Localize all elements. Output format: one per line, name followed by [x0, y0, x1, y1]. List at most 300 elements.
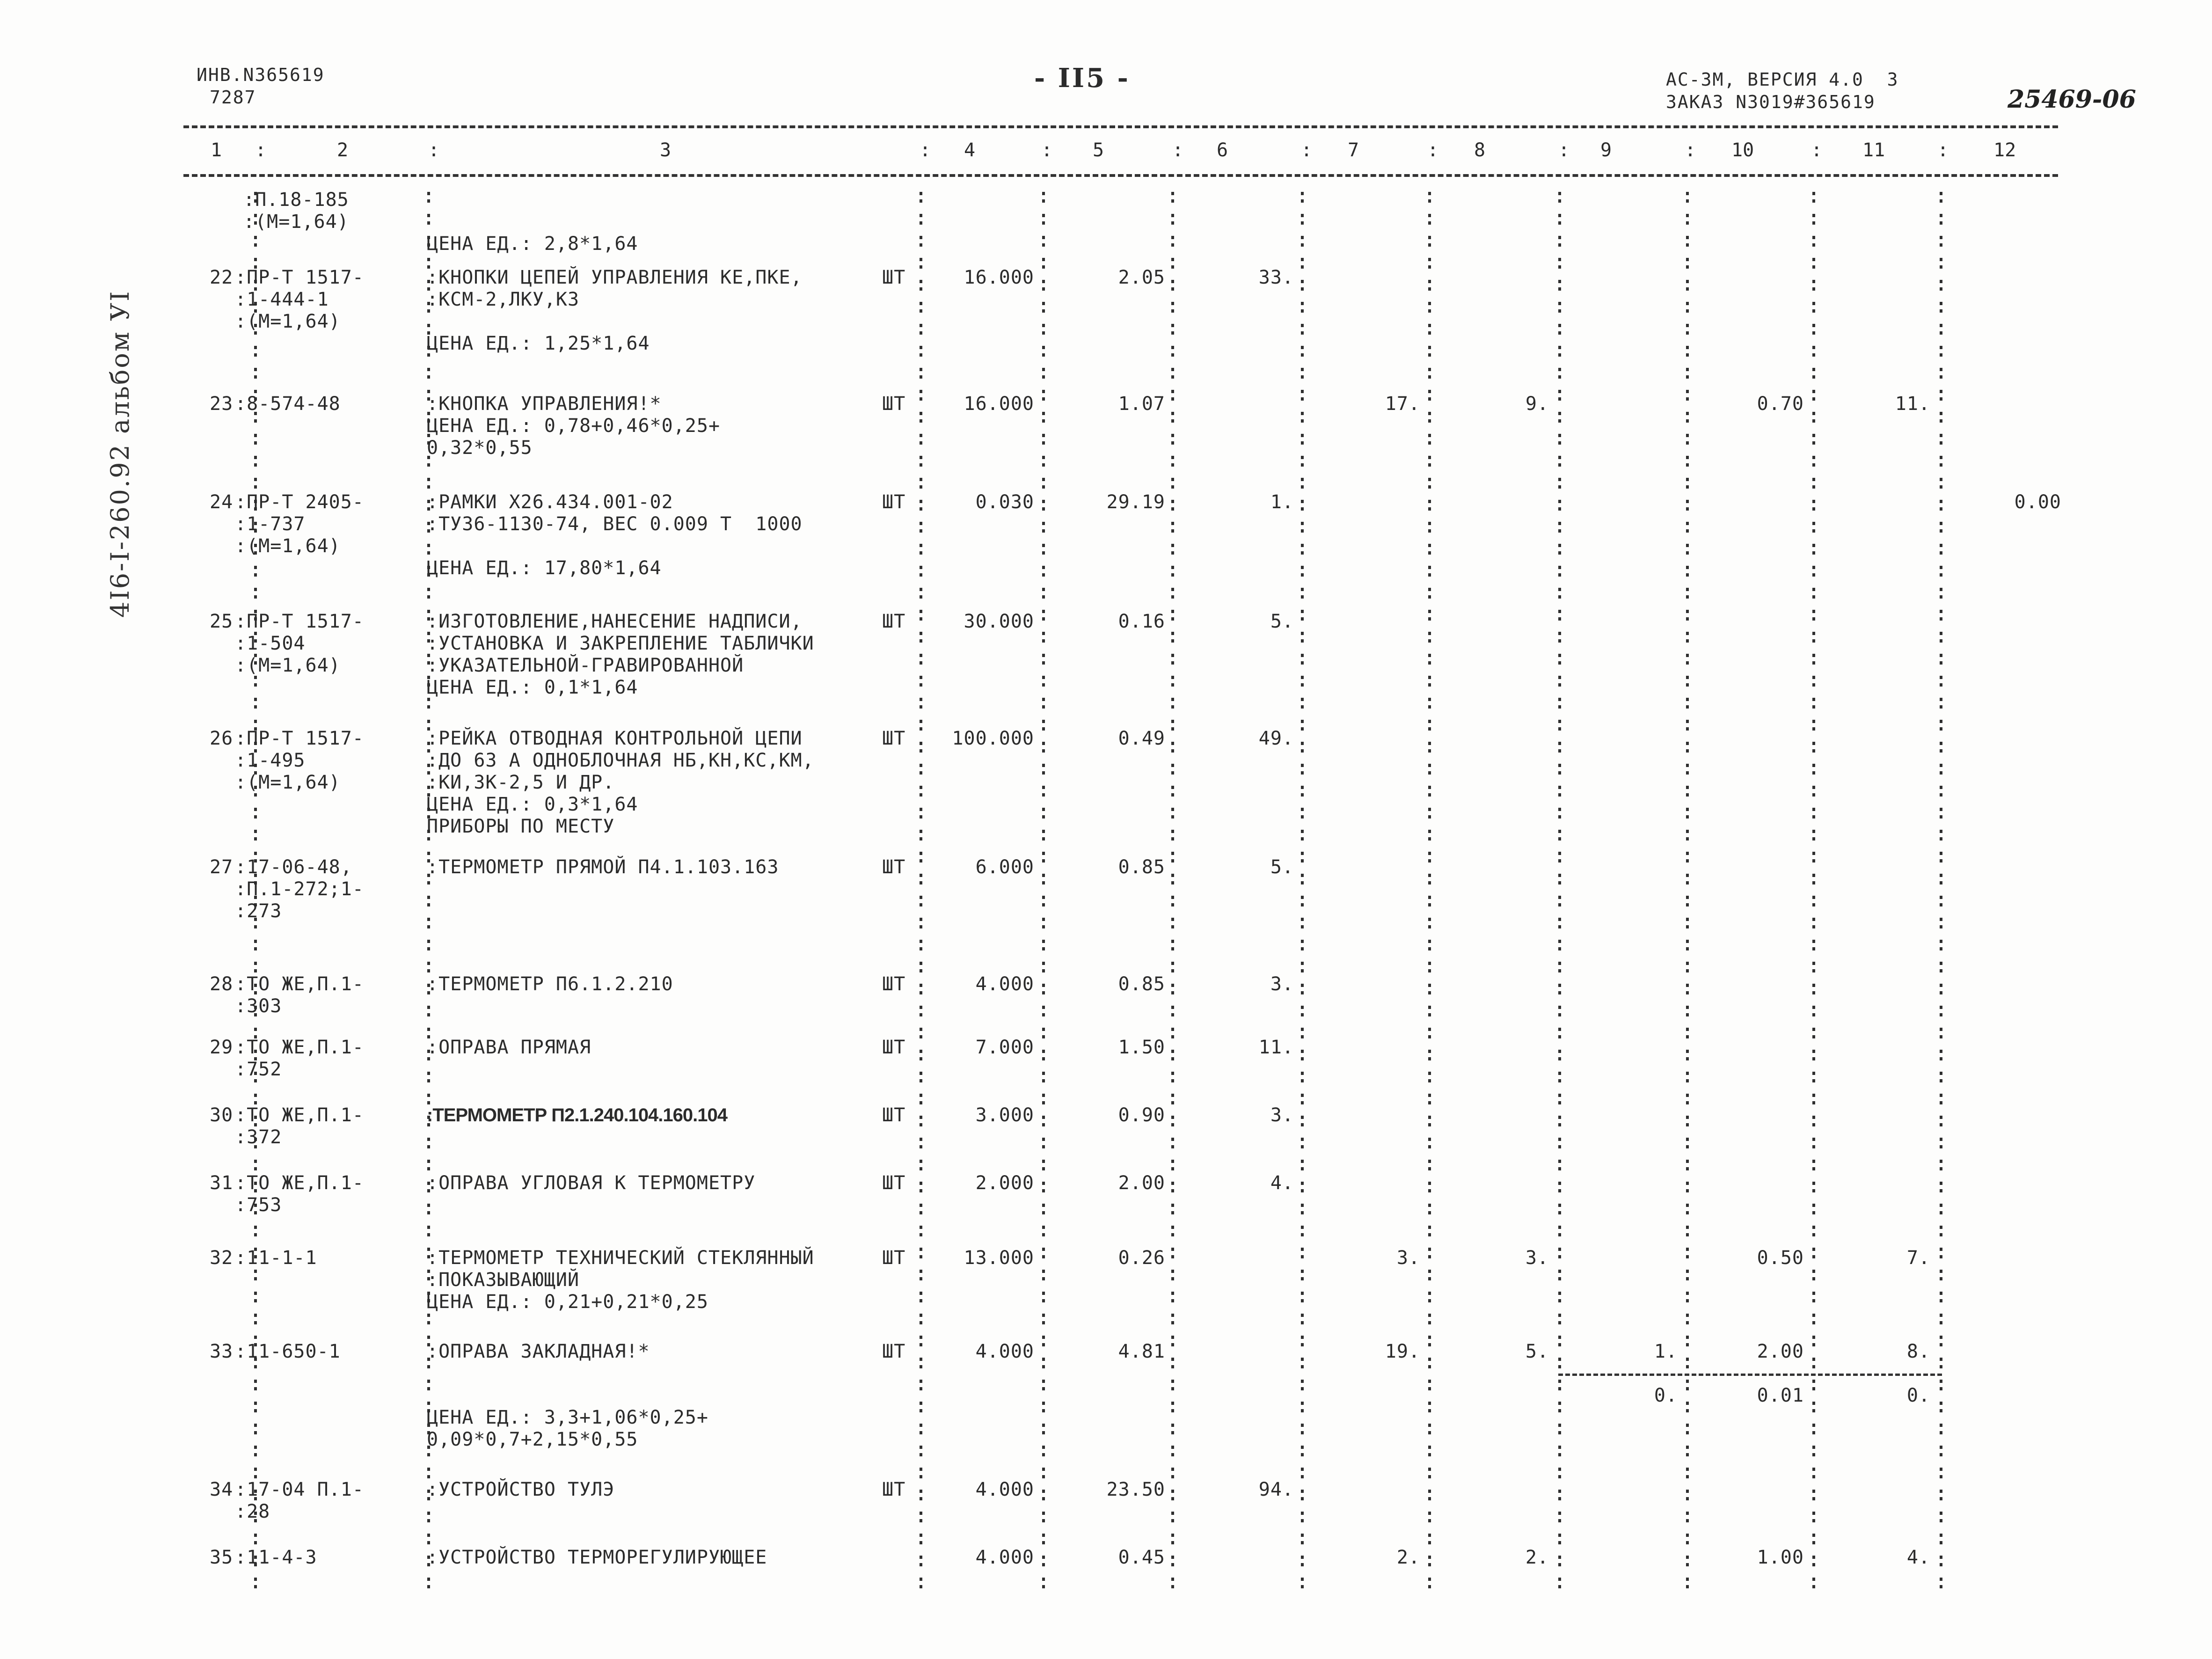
- separator-dot: [1171, 786, 1174, 789]
- separator-dot: [1042, 610, 1045, 613]
- separator-dot: [920, 1336, 922, 1339]
- separator-dot: [1558, 1255, 1561, 1258]
- row-code: :11-4-3: [235, 1547, 317, 1568]
- separator-dot: [427, 720, 430, 723]
- separator-dot: [1812, 478, 1815, 481]
- separator-dot: [1428, 940, 1431, 943]
- separator-dot: [920, 551, 922, 555]
- separator-dot: [254, 1094, 257, 1097]
- separator-dot: [1171, 852, 1174, 855]
- separator-dot: [1171, 1497, 1174, 1500]
- separator-dot: [1940, 1409, 1942, 1412]
- separator-dot: [427, 1453, 430, 1456]
- separator-dot: [1428, 610, 1431, 613]
- separator-dot: [1812, 1534, 1815, 1537]
- separator-dot: [920, 617, 922, 621]
- separator-dot: [920, 1519, 922, 1522]
- separator-dot: [254, 419, 257, 423]
- column-header-4: 4: [964, 139, 976, 161]
- separator-dot: [1042, 676, 1045, 679]
- separator-dot: [920, 962, 922, 965]
- separator-dot: [427, 1468, 430, 1471]
- header-rule-top: [183, 125, 2058, 128]
- separator-dot: [1171, 1468, 1174, 1471]
- separator-dot: [1042, 1028, 1045, 1031]
- separator-dot: [1301, 485, 1304, 489]
- separator-dot: [1940, 199, 1942, 203]
- row-number: 26: [210, 728, 234, 749]
- separator-dot: [1171, 1094, 1174, 1097]
- separator-dot: [1042, 1233, 1045, 1236]
- separator-dot: [1812, 1255, 1815, 1258]
- separator-dot: [427, 1314, 430, 1317]
- separator-dot: [1686, 903, 1689, 906]
- separator-dot: [254, 573, 257, 577]
- separator-dot: [1940, 1365, 1942, 1368]
- separator-dot: [1042, 397, 1045, 401]
- separator-dot: [1686, 522, 1689, 525]
- column-header-separator: :: [1685, 139, 1696, 161]
- separator-dot: [1812, 1475, 1815, 1478]
- row-code: :ТО ЖЕ,П.1- :753: [235, 1172, 364, 1216]
- separator-dot: [920, 1512, 922, 1515]
- separator-dot: [920, 830, 922, 833]
- separator-dot: [1301, 346, 1304, 349]
- separator-dot: [1686, 661, 1689, 665]
- separator-dot: [1428, 419, 1431, 423]
- separator-dot: [1428, 925, 1431, 928]
- separator-dot: [1428, 1563, 1431, 1566]
- separator-dot: [1558, 639, 1561, 643]
- separator-dot: [1558, 324, 1561, 327]
- separator-dot: [1301, 610, 1304, 613]
- separator-dot: [1301, 1299, 1304, 1302]
- separator-dot: [1042, 764, 1045, 767]
- separator-dot: [1812, 287, 1815, 291]
- row-description: :ТЕРМОМЕТР П2.1.240.104.160.104: [427, 1105, 728, 1125]
- separator-dot: [1812, 375, 1815, 379]
- separator-dot: [254, 962, 257, 965]
- separator-dot: [1940, 236, 1942, 239]
- separator-dot: [1940, 309, 1942, 313]
- separator-dot: [1042, 434, 1045, 437]
- separator-dot: [1686, 610, 1689, 613]
- separator-dot: [1301, 1585, 1304, 1588]
- separator-dot: [920, 1453, 922, 1456]
- separator-dot: [1940, 947, 1942, 950]
- separator-dot: [1558, 632, 1561, 635]
- separator-dot: [427, 1475, 430, 1478]
- separator-dot: [1301, 947, 1304, 950]
- separator-dot: [1042, 881, 1045, 884]
- row-value-c6: 3.: [1270, 1104, 1294, 1126]
- separator-dot: [427, 1101, 430, 1104]
- separator-dot: [1042, 331, 1045, 335]
- separator-dot: [1301, 463, 1304, 467]
- separator-dot: [1428, 1138, 1431, 1141]
- separator-dot: [1301, 595, 1304, 599]
- separator-dot: [1686, 639, 1689, 643]
- separator-dot: [1171, 1270, 1174, 1273]
- separator-dot: [1686, 1006, 1689, 1009]
- separator-dot: [1940, 676, 1942, 679]
- separator-dot: [1428, 793, 1431, 797]
- separator-dot: [254, 1387, 257, 1390]
- separator-dot: [1042, 991, 1045, 994]
- separator-dot: [254, 705, 257, 709]
- separator-dot: [920, 1204, 922, 1207]
- separator-dot: [1686, 683, 1689, 687]
- row-number: 30: [210, 1104, 234, 1126]
- separator-dot: [920, 309, 922, 313]
- separator-dot: [1686, 1343, 1689, 1346]
- separator-dot: [1812, 1468, 1815, 1471]
- separator-dot: [1301, 859, 1304, 862]
- separator-dot: [1171, 1116, 1174, 1119]
- separator-dot: [1558, 507, 1561, 511]
- separator-dot: [1428, 830, 1431, 833]
- separator-dot: [254, 588, 257, 591]
- separator-dot: [1558, 1072, 1561, 1075]
- separator-dot: [1940, 522, 1942, 525]
- row-value-c5: 0.90: [1118, 1104, 1165, 1126]
- separator-dot: [1812, 1409, 1815, 1412]
- separator-dot: [1686, 500, 1689, 503]
- separator-dot: [1042, 529, 1045, 533]
- separator-dot: [1812, 815, 1815, 819]
- separator-dot: [254, 375, 257, 379]
- row-description: :ТЕРМОМЕТР ТЕХНИЧЕСКИЙ СТЕКЛЯННЫЙ :ПОКАЗЫВАЮЩИЙ ЦЕНА ЕД.: 0,21+0,21*0,25: [427, 1247, 814, 1313]
- column-header-3: 3: [660, 139, 672, 161]
- separator-dot: [1940, 419, 1942, 423]
- separator-dot: [1428, 243, 1431, 247]
- separator-dot: [427, 881, 430, 884]
- separator-dot: [1428, 1585, 1431, 1588]
- row-number: 22: [210, 267, 234, 288]
- separator-dot: [1301, 925, 1304, 928]
- separator-dot: [1301, 1270, 1304, 1273]
- separator-dot: [254, 1226, 257, 1229]
- separator-dot: [1428, 390, 1431, 393]
- separator-dot: [1558, 192, 1561, 195]
- separator-dot: [1558, 1431, 1561, 1434]
- row-value-c4: 13.000: [964, 1247, 1034, 1269]
- separator-dot: [920, 1167, 922, 1170]
- separator-dot: [1301, 1123, 1304, 1126]
- separator-dot: [1686, 969, 1689, 972]
- separator-dot: [1042, 522, 1045, 525]
- separator-dot: [1171, 1248, 1174, 1251]
- separator-dot: [1812, 940, 1815, 943]
- row-value-c6: 4.: [1270, 1172, 1294, 1194]
- separator-dot: [1301, 896, 1304, 899]
- separator-dot: [427, 368, 430, 371]
- separator-dot: [1042, 1035, 1045, 1038]
- separator-dot: [427, 1094, 430, 1097]
- column-header-12: 12: [1993, 139, 2016, 161]
- separator-dot: [1428, 463, 1431, 467]
- separator-dot: [1042, 1138, 1045, 1141]
- separator-dot: [920, 1182, 922, 1185]
- separator-dot: [1686, 1431, 1689, 1434]
- row-number: 29: [210, 1037, 234, 1058]
- separator-dot: [1686, 940, 1689, 943]
- separator-dot: [1428, 485, 1431, 489]
- separator-dot: [1428, 1211, 1431, 1214]
- separator-dot: [1428, 588, 1431, 591]
- row-description: :КНОПКИ ЦЕПЕЙ УПРАВЛЕНИЯ КЕ,ПКЕ, :КСМ-2,ЛКУ,К3 ЦЕНА ЕД.: 1,25*1,64: [427, 267, 803, 354]
- separator-dot: [1940, 1094, 1942, 1097]
- separator-dot: [1558, 610, 1561, 613]
- separator-dot: [920, 346, 922, 349]
- separator-dot: [1686, 434, 1689, 437]
- separator-dot: [920, 808, 922, 811]
- separator-dot: [1301, 808, 1304, 811]
- separator-dot: [1428, 764, 1431, 767]
- row-unit: ШТ: [882, 1341, 906, 1362]
- separator-dot: [920, 991, 922, 994]
- separator-dot: [1042, 896, 1045, 899]
- separator-dot: [1558, 984, 1561, 987]
- separator-dot: [1686, 324, 1689, 327]
- separator-dot: [1940, 221, 1942, 225]
- separator-dot: [1428, 1292, 1431, 1295]
- separator-dot: [1812, 1365, 1815, 1368]
- separator-dot: [1940, 1563, 1942, 1566]
- separator-dot: [1428, 1578, 1431, 1581]
- separator-dot: [1301, 236, 1304, 239]
- separator-dot: [1686, 544, 1689, 547]
- separator-dot: [1428, 1204, 1431, 1207]
- separator-dot: [1940, 1299, 1942, 1302]
- separator-dot: [920, 1585, 922, 1588]
- row-description: :КНОПКА УПРАВЛЕНИЯ!* ЦЕНА ЕД.: 0,78+0,46*0,25+ 0,32*0,55: [427, 393, 721, 459]
- row-value-c7: 19.: [1385, 1341, 1420, 1362]
- separator-dot: [1940, 441, 1942, 445]
- separator-dot: [1686, 705, 1689, 709]
- row-unit: ШТ: [882, 1479, 906, 1500]
- separator-dot: [1558, 258, 1561, 261]
- separator-dot: [427, 1211, 430, 1214]
- separator-dot: [1301, 742, 1304, 745]
- row-value-c5: 23.50: [1106, 1479, 1165, 1500]
- separator-dot: [1301, 1182, 1304, 1185]
- row-value-c10: 1.00: [1757, 1547, 1804, 1568]
- separator-dot: [920, 1475, 922, 1478]
- row-code: :ПР-Т 1517- :1-504 :(М=1,64): [235, 611, 364, 676]
- separator-dot: [920, 1497, 922, 1500]
- row-value-c5: 0.49: [1118, 728, 1165, 749]
- separator-dot: [1171, 1028, 1174, 1031]
- separator-dot: [254, 441, 257, 445]
- separator-dot: [1171, 258, 1174, 261]
- separator-dot: [1558, 786, 1561, 789]
- separator-dot: [1558, 221, 1561, 225]
- separator-dot: [1686, 771, 1689, 775]
- separator-dot: [1171, 1057, 1174, 1060]
- row-value-c6: 11.: [1258, 1037, 1294, 1058]
- separator-dot: [427, 925, 430, 928]
- separator-dot: [1558, 1475, 1561, 1478]
- separator-dot: [1428, 984, 1431, 987]
- separator-dot: [1042, 324, 1045, 327]
- separator-dot: [920, 419, 922, 423]
- separator-dot: [1558, 903, 1561, 906]
- separator-dot: [1812, 346, 1815, 349]
- separator-dot: [1940, 1402, 1942, 1405]
- separator-dot: [427, 1204, 430, 1207]
- separator-dot: [1171, 1292, 1174, 1295]
- separator-dot: [1428, 749, 1431, 753]
- row-value-c4: 4.000: [975, 973, 1034, 995]
- subtotal-c9: 0.: [1654, 1385, 1678, 1406]
- separator-dot: [1686, 1446, 1689, 1449]
- separator-dot: [1301, 1468, 1304, 1471]
- separator-dot: [1812, 793, 1815, 797]
- separator-dot: [1428, 1160, 1431, 1163]
- separator-dot: [1686, 478, 1689, 481]
- separator-dot: [1042, 742, 1045, 745]
- separator-dot: [254, 390, 257, 393]
- separator-dot: [254, 830, 257, 833]
- separator-dot: [920, 793, 922, 797]
- separator-dot: [1940, 1424, 1942, 1427]
- separator-dot: [920, 1226, 922, 1229]
- separator-dot: [1171, 830, 1174, 833]
- separator-dot: [920, 1079, 922, 1082]
- separator-dot: [1686, 925, 1689, 928]
- separator-dot: [1042, 1255, 1045, 1258]
- separator-dot: [1428, 947, 1431, 950]
- separator-dot: [1558, 991, 1561, 994]
- separator-dot: [1940, 1475, 1942, 1478]
- separator-dot: [1812, 808, 1815, 811]
- separator-dot: [1812, 1006, 1815, 1009]
- separator-dot: [1686, 353, 1689, 357]
- separator-dot: [1558, 874, 1561, 877]
- separator-dot: [1686, 720, 1689, 723]
- separator-dot: [1558, 947, 1561, 950]
- separator-dot: [1171, 1314, 1174, 1317]
- separator-dot: [1558, 815, 1561, 819]
- separator-dot: [1301, 617, 1304, 621]
- separator-dot: [1428, 375, 1431, 379]
- separator-dot: [1686, 390, 1689, 393]
- column-header-1: 1: [211, 139, 222, 161]
- separator-dot: [1686, 1270, 1689, 1273]
- separator-dot: [1042, 1556, 1045, 1559]
- separator-dot: [1558, 441, 1561, 445]
- separator-dot: [1301, 1409, 1304, 1412]
- separator-dot: [1940, 243, 1942, 247]
- separator-dot: [1812, 221, 1815, 225]
- separator-dot: [1558, 705, 1561, 709]
- separator-dot: [1940, 588, 1942, 591]
- separator-dot: [1812, 1453, 1815, 1456]
- separator-dot: [254, 1453, 257, 1456]
- separator-dot: [1940, 1534, 1942, 1537]
- separator-dot: [1686, 984, 1689, 987]
- separator-dot: [1558, 1497, 1561, 1500]
- separator-dot: [1171, 962, 1174, 965]
- separator-dot: [1558, 287, 1561, 291]
- separator-dot: [1812, 302, 1815, 305]
- separator-dot: [1301, 529, 1304, 533]
- separator-dot: [1558, 1182, 1561, 1185]
- separator-dot: [1940, 1072, 1942, 1075]
- separator-dot: [920, 1578, 922, 1581]
- separator-dot: [1686, 1160, 1689, 1163]
- separator-dot: [1428, 456, 1431, 459]
- separator-dot: [1686, 192, 1689, 195]
- separator-dot: [1558, 1468, 1561, 1471]
- separator-dot: [1171, 331, 1174, 335]
- separator-dot: [920, 500, 922, 503]
- separator-dot: [1042, 1453, 1045, 1456]
- row-value-c6: 49.: [1258, 728, 1294, 749]
- separator-dot: [1171, 1343, 1174, 1346]
- separator-dot: [1042, 485, 1045, 489]
- separator-dot: [1812, 1446, 1815, 1449]
- separator-dot: [427, 478, 430, 481]
- separator-dot: [1558, 1094, 1561, 1097]
- separator-dot: [427, 588, 430, 591]
- separator-dot: [1940, 771, 1942, 775]
- separator-dot: [920, 1321, 922, 1324]
- separator-dot: [1812, 1519, 1815, 1522]
- separator-dot: [1940, 1446, 1942, 1449]
- separator-dot: [920, 1541, 922, 1544]
- separator-dot: [1558, 1578, 1561, 1581]
- separator-dot: [920, 947, 922, 950]
- separator-dot: [1940, 390, 1942, 393]
- row-value-c4: 4.000: [975, 1479, 1034, 1500]
- separator-dot: [254, 1321, 257, 1324]
- separator-dot: [1812, 676, 1815, 679]
- separator-dot: [254, 1446, 257, 1449]
- separator-dot: [1042, 1365, 1045, 1368]
- separator-dot: [1940, 1556, 1942, 1559]
- separator-dot: [1301, 199, 1304, 203]
- separator-dot: [1940, 368, 1942, 371]
- separator-dot: [1171, 793, 1174, 797]
- separator-dot: [1301, 1204, 1304, 1207]
- separator-dot: [1301, 683, 1304, 687]
- separator-dot: [1428, 309, 1431, 313]
- separator-dot: [1301, 375, 1304, 379]
- separator-dot: [1171, 676, 1174, 679]
- separator-dot: [1686, 1556, 1689, 1559]
- separator-dot: [1940, 1138, 1942, 1141]
- separator-dot: [1558, 925, 1561, 928]
- separator-dot: [1940, 1321, 1942, 1324]
- separator-dot: [1686, 1490, 1689, 1493]
- separator-dot: [1558, 727, 1561, 731]
- separator-dot: [1171, 368, 1174, 371]
- separator-dot: [1940, 1380, 1942, 1383]
- separator-dot: [920, 1424, 922, 1427]
- separator-dot: [1558, 331, 1561, 335]
- separator-dot: [1940, 1292, 1942, 1295]
- separator-dot: [1940, 1314, 1942, 1317]
- row-value-c8: 2.: [1525, 1547, 1549, 1568]
- separator-dot: [427, 1028, 430, 1031]
- separator-dot: [1940, 852, 1942, 855]
- separator-dot: [1301, 837, 1304, 840]
- separator-dot: [1428, 302, 1431, 305]
- separator-dot: [1686, 1072, 1689, 1075]
- separator-dot: [920, 837, 922, 840]
